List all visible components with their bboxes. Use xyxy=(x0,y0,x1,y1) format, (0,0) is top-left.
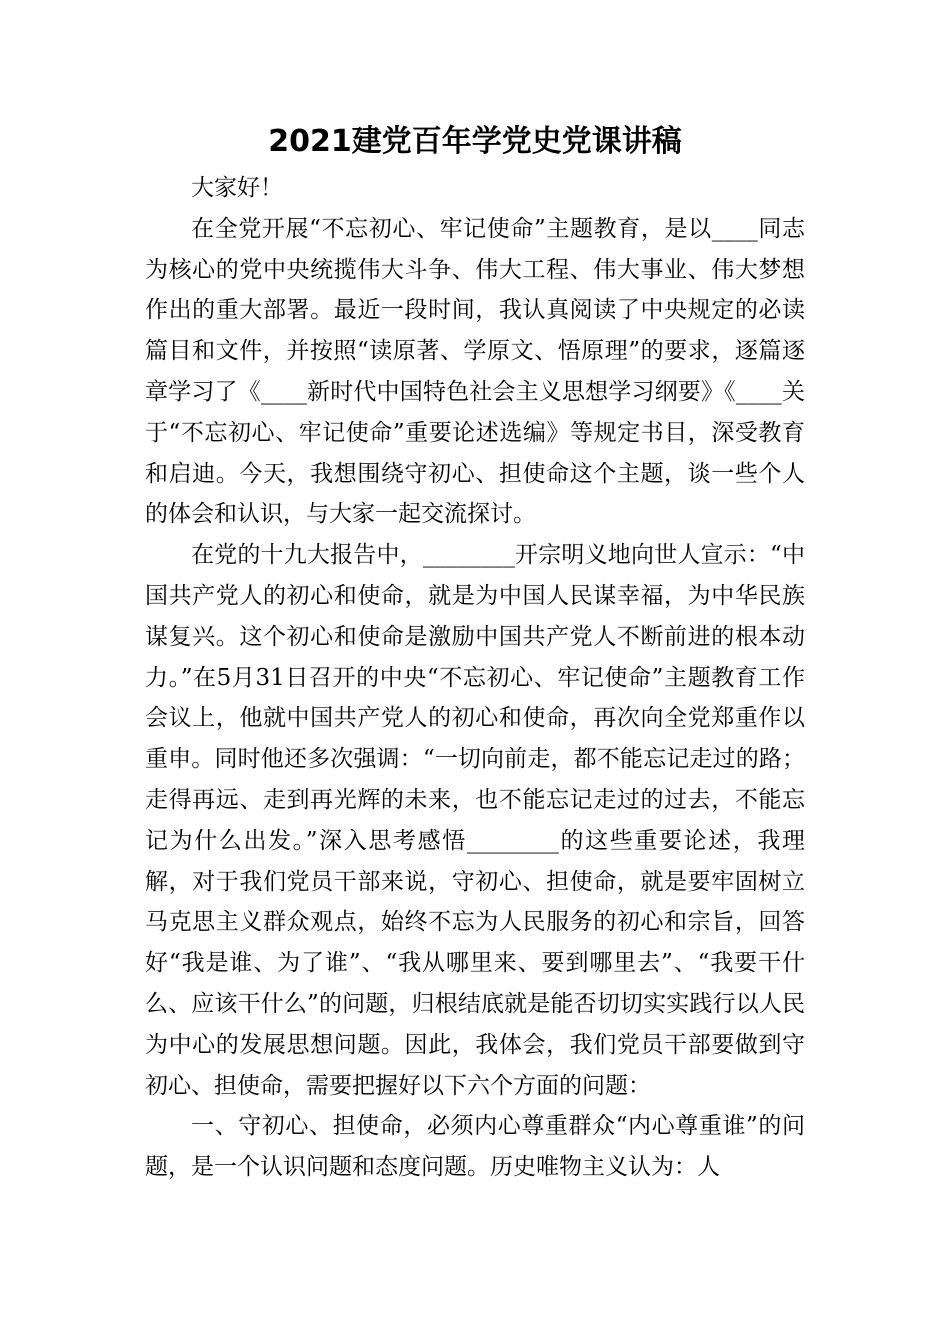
paragraph-greeting: 大家好！ xyxy=(191,175,283,201)
paragraph-report: 在党的十九大报告中，________开宗明义地向世人宣示：“中国共产党人的初心和使命，就是为中国人民谋幸福，为中华民族谋复兴。这个初心和使命是激励中国共产党人不断前进的根本动力。”在5月31日召开的中央“不忘初心、牢记使命”主题教育工作会议上，他就中国共产党人的初心和使命，再次向全党郑重作以重申。同时他还多次强调：“一切向前走，都不能忘记走过的路；走得再远、走到再光辉的未来，也不能忘记走过的过去，不能忘记为什么出发。”深入思考感悟________的这些重要论述，我理解，对于我们党员干部来说，守初心、担使命，就是要牢固树立马克思主义群众观点，始终不忘为人民服务的初心和宗旨，回答好“我是谁、为了谁”、“我从哪里来、要到哪里去”、“我要干什么、应该干什么”的问题，归根结底就是能否切切实实践行以人民为中心的发展思想问题。因此，我体会，我们党员干部要做到守初心、担使命，需要把握好以下六个方面的问题： xyxy=(145,542,805,1099)
document-body xyxy=(145,168,805,1188)
paragraph-section-one: 一、守初心、担使命，必须内心尊重群众“内心尊重谁”的问题，是一个认识问题和态度问题。历史唯物主义认为：人 xyxy=(145,1113,805,1181)
paragraph-intro: 在全党开展“不忘初心、牢记使命”主题教育，是以____同志为核心的党中央统揽伟大斗争、伟大工程、伟大事业、伟大梦想作出的重大部署。最近一段时间，我认真阅读了中央规定的必读篇目和文件，并按照“读原著、学原文、悟原理”的要求，逐篇逐章学习了《____新时代中国特色社会主义思想学习纲要》《____关于“不忘初心、牢记使命”重要论述选编》等规定书目，深受教育和启迪。今天，我想围绕守初心、担使命这个主题，谈一些个人的体会和认识，与大家一起交流探讨。 xyxy=(145,215,805,528)
document-title: 2021建党百年学党史党课讲稿 xyxy=(268,124,682,159)
